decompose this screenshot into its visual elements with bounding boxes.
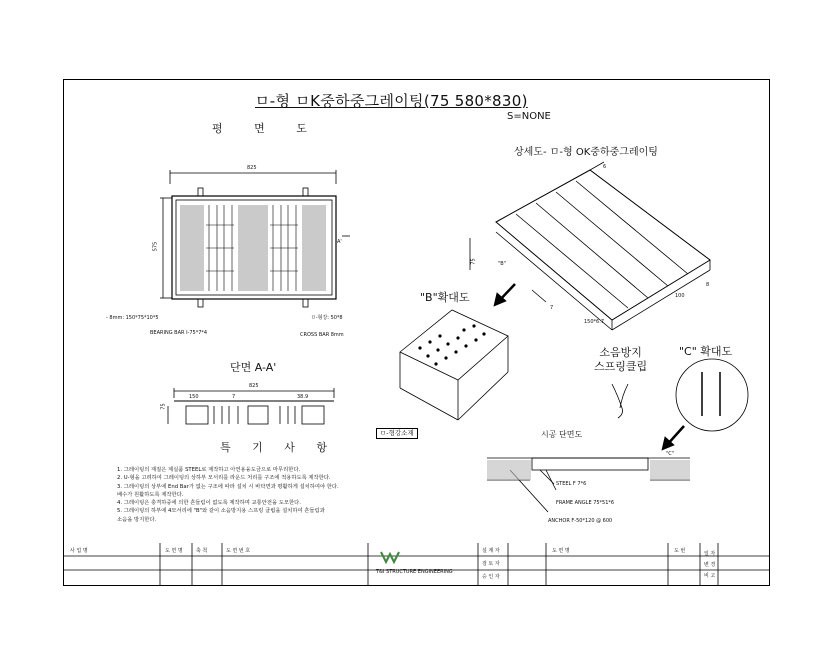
drawing-title: ㅁ-형 ㅁK중하중그레이팅(75 580*830) — [255, 92, 528, 110]
note-line: 2. U-형을 고려하여 그레이팅의 상하부 모서리를 라운드 처리를 구조에 적용하도록 제작한다. — [117, 475, 331, 482]
c-enlargement-label: "C" 확대도 — [679, 345, 733, 358]
tb-drawing-code: 도 면 명 — [552, 548, 570, 554]
cross-bar-label: CROSS BAR 8mm — [300, 332, 344, 338]
note-line: 3. 그레이팅의 상부에 End Bar가 없는 구조에 따라 설치 시 바닥면과 평활하게 설치하여야 한다. — [117, 483, 339, 490]
tb-doc-no: 도 번 — [674, 548, 686, 554]
bearing-bar-label: BEARING BAR Ⅰ-75*7*4 — [150, 330, 208, 336]
section-label: 단면 A-A' — [230, 361, 277, 374]
section-dim-7: 7 — [232, 394, 236, 400]
b-enlargement-label: "B"확대도 — [420, 291, 470, 304]
detail-b-mark: "B" — [498, 261, 507, 267]
plan-side-note-right: ㅁ-형강: 50*8 — [311, 315, 343, 321]
notes-title: 특 기 사 항 — [220, 441, 336, 454]
detail-c-mark: "C" — [666, 451, 675, 457]
plan-width-dim: 825 — [247, 165, 257, 171]
section-width-dim: 825 — [249, 383, 259, 389]
note-line: 소음을 방지한다. — [117, 516, 157, 523]
section-dim-38: 38.9 — [297, 394, 309, 400]
plan-side-note-left: - 8mm: 150*75*10*5 — [106, 315, 159, 321]
scale-label: S=NONE — [507, 111, 551, 122]
note-line: 4. 그레이팅은 충격하중에 의한 흔들림이 없도록 제작하며 교통안전을 도모한다. — [117, 500, 301, 507]
install-anchor-note: ANCHOR F-50*120 @ 600 — [548, 518, 613, 524]
detail-view — [470, 162, 710, 330]
channel-material-label: ㅁ-형강소재 — [376, 428, 418, 439]
tb-scale: 축 척 — [196, 548, 208, 554]
install-steel-note: STEEL F 7*6 — [556, 481, 587, 487]
note-line: 배수가 원활하도록 제작한다. — [117, 491, 184, 498]
plan-grating — [180, 205, 326, 291]
section-height-dim: 75 — [160, 403, 167, 410]
detail-dim-top: 6 — [603, 164, 607, 170]
detail-dim-8: 8 — [706, 282, 710, 288]
plan-height-dim: 575 — [152, 241, 159, 252]
tb-version-3: 비 고 — [704, 573, 716, 579]
detail-dim-height: 75 — [470, 258, 477, 265]
spring-clip-label: 소음방지 스프링클립 — [594, 346, 648, 373]
note-line: 1. 그레이팅의 재질은 제실품 STEEL로 제작하고 아연용융도금으로 마무리한다. — [117, 467, 301, 473]
section-dim-150: 150 — [189, 394, 199, 400]
tb-version-1: 일 자 — [704, 551, 716, 557]
plan-view-label: 평 면 도 — [212, 122, 321, 135]
tb-reviewer: 검 토 자 — [482, 561, 500, 567]
tb-project: 사 업 명 — [70, 548, 88, 554]
detail-title: 상세도- ㅁ-형 OK중하중그레이팅 — [514, 147, 658, 158]
section-mark: A' — [337, 239, 342, 245]
install-section-label: 시공 단면도 — [541, 430, 583, 439]
tb-drawing-name: 도 면 명 — [165, 548, 183, 554]
tb-version-2: 변 경 — [704, 562, 716, 568]
notes-list — [117, 466, 339, 524]
install-frame-note: FRAME ANGLE 75*51*6 — [556, 500, 615, 506]
tb-company: T&I STRUCTURE ENGINEERING — [376, 569, 453, 575]
tb-approver: 승 인 자 — [482, 574, 500, 580]
company-logo — [381, 552, 399, 562]
detail-dim-7: 7 — [550, 305, 554, 311]
detail-dim-bottom: 150*6.7 — [584, 319, 604, 325]
note-line: 5. 그레이팅의 하부에 4모서리에 "B"와 같이 소음방지용 스프링 클립을 설치하여 흔들림과 — [117, 508, 325, 515]
b-enlargement — [400, 310, 508, 420]
tb-designer: 설 계 자 — [482, 548, 500, 554]
tb-drawing-no: 도 면 번 호 — [226, 548, 251, 554]
detail-dim-100: 100 — [675, 293, 685, 299]
